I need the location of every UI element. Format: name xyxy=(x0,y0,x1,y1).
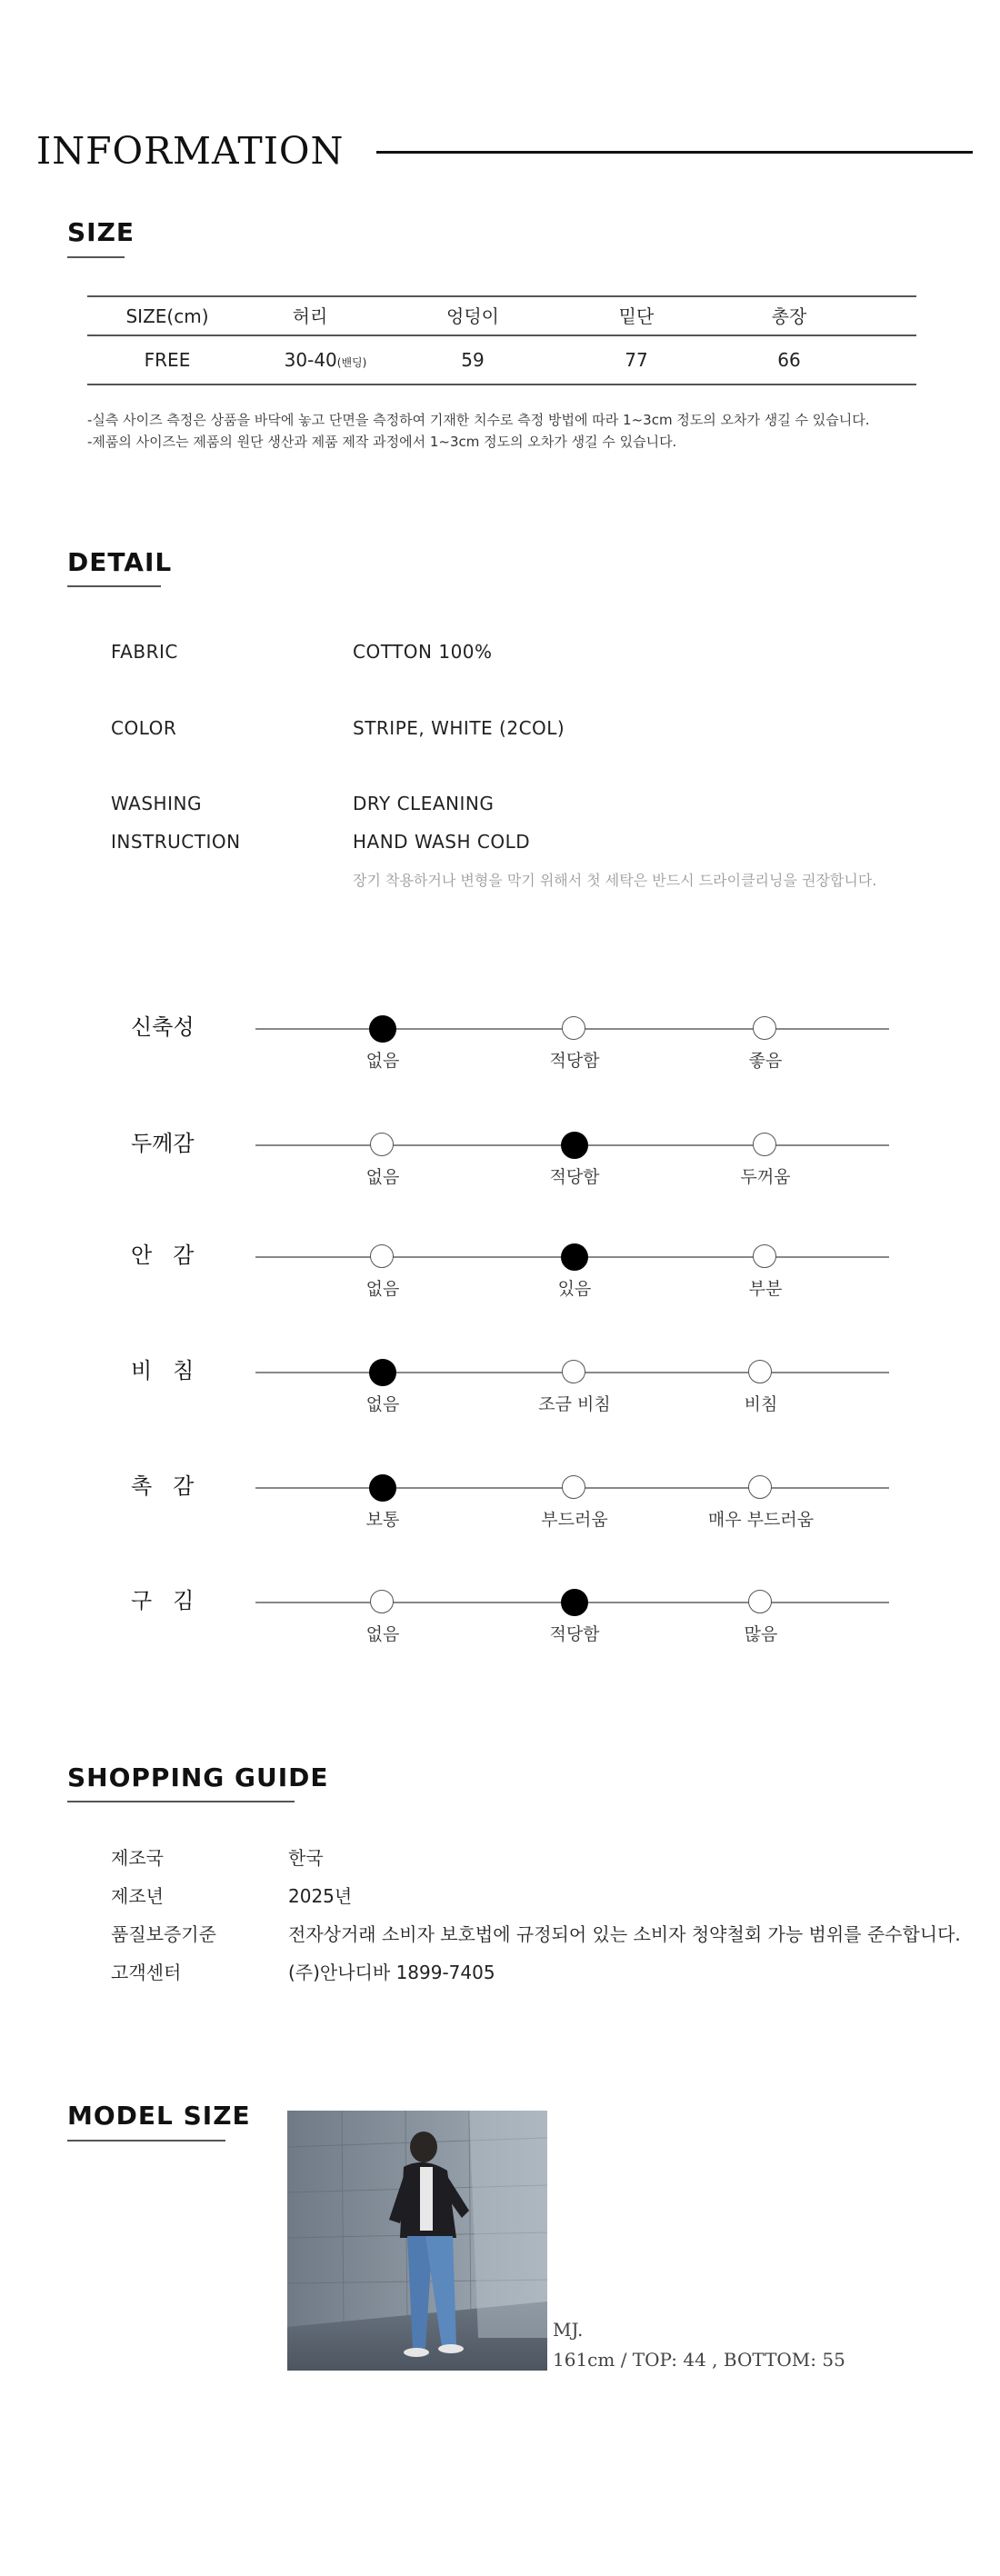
scale-option-dot xyxy=(370,1590,394,1613)
scale-row xyxy=(0,1013,1000,1104)
table-header-size: SIZE(cm) xyxy=(125,305,209,327)
detail-section-underline xyxy=(67,585,161,587)
table-cell-waist-note: (밴딩) xyxy=(336,356,367,369)
scale-option-selected-dot xyxy=(369,1015,396,1043)
scale-label: 신축성 xyxy=(131,1014,195,1040)
scale-option-dot xyxy=(753,1016,776,1040)
scale-option-selected-dot xyxy=(561,1132,588,1159)
scale-option-dot xyxy=(748,1360,772,1383)
shopping-guide-underline xyxy=(67,1801,295,1802)
scale-label: 구 김 xyxy=(131,1588,195,1613)
scale-option-label: 있음 xyxy=(557,1279,592,1299)
color-label: COLOR xyxy=(111,717,177,739)
scale-option-label: 매우 부드러움 xyxy=(707,1510,815,1530)
shopping-guide-title: SHOPPING GUIDE xyxy=(67,1762,329,1792)
guide-label-country: 제조국 xyxy=(111,1847,164,1869)
scale-option-label: 좋음 xyxy=(748,1051,783,1071)
detail-section-title: DETAIL xyxy=(67,547,173,577)
guide-label-warranty: 품질보증기준 xyxy=(111,1923,216,1945)
scale-option-label: 없음 xyxy=(365,1051,400,1071)
scale-option-label: 없음 xyxy=(365,1279,400,1299)
fabric-label: FABRIC xyxy=(111,641,178,663)
scale-row xyxy=(0,1242,1000,1333)
scale-option-label: 비침 xyxy=(744,1394,778,1414)
guide-label-year: 제조년 xyxy=(111,1885,164,1907)
scale-option-label: 보통 xyxy=(365,1510,400,1530)
table-cell-waist-value: 30-40 xyxy=(284,349,337,371)
scale-row xyxy=(0,1130,1000,1221)
title-rule xyxy=(376,151,973,154)
scale-option-selected-dot xyxy=(561,1243,588,1271)
guide-value-service: (주)안나디바 1899-7405 xyxy=(288,1962,495,1983)
guide-value-year: 2025년 xyxy=(288,1885,353,1907)
scale-option-label: 적당함 xyxy=(549,1167,600,1187)
table-cell-hip: 59 xyxy=(461,349,485,371)
scale-option-dot xyxy=(562,1360,585,1383)
model-photo xyxy=(287,2111,547,2371)
scale-row xyxy=(0,1357,1000,1448)
scale-option-label: 없음 xyxy=(365,1167,400,1187)
model-size-title: MODEL SIZE xyxy=(67,2101,251,2131)
scale-option-dot xyxy=(753,1133,776,1156)
size-note: -실측 사이즈 측정은 상품을 바닥에 놓고 단면을 측정하여 기재한 치수로 측정 방법에 따라 1~3cm 정도의 오차가 생길 수 있습니다. xyxy=(87,412,870,428)
instruction-value: HAND WASH COLD xyxy=(353,831,531,853)
scale-option-label: 적당함 xyxy=(549,1051,600,1071)
washing-value: DRY CLEANING xyxy=(353,793,495,814)
scale-label: 안 감 xyxy=(131,1243,195,1268)
table-cell-hem: 77 xyxy=(625,349,648,371)
scale-row xyxy=(0,1473,1000,1563)
model-size-underline xyxy=(67,2140,225,2142)
scale-option-label: 조금 비침 xyxy=(538,1394,611,1414)
scale-option-label: 없음 xyxy=(365,1394,400,1414)
table-rule-mid xyxy=(87,334,916,336)
model-specs: 161cm / TOP: 44 , BOTTOM: 55 xyxy=(553,2349,845,2371)
table-header-length: 총장 xyxy=(771,305,807,327)
scale-option-dot xyxy=(753,1244,776,1268)
table-cell-length: 66 xyxy=(777,349,801,371)
scale-option-label: 많음 xyxy=(744,1624,778,1644)
table-cell-waist xyxy=(253,348,398,374)
scale-option-label: 부드러움 xyxy=(541,1510,608,1530)
scale-option-label: 없음 xyxy=(365,1624,400,1644)
table-header-hip: 엉덩이 xyxy=(446,305,499,327)
scale-option-label: 두꺼움 xyxy=(740,1167,791,1187)
guide-value-warranty: 전자상거래 소비자 보호법에 규정되어 있는 소비자 청약철회 가능 범위를 준수합니다. xyxy=(288,1923,961,1945)
scale-option-selected-dot xyxy=(561,1589,588,1616)
size-section-title: SIZE xyxy=(67,217,135,247)
scale-row xyxy=(0,1587,1000,1678)
guide-label-service: 고객센터 xyxy=(111,1962,182,1983)
table-rule-top xyxy=(87,295,916,297)
fabric-value: COTTON 100% xyxy=(353,641,493,663)
scale-option-label: 적당함 xyxy=(549,1624,600,1644)
scale-label: 비 침 xyxy=(131,1358,195,1383)
scale-option-label: 부분 xyxy=(748,1279,783,1299)
table-header-waist: 허리 xyxy=(292,305,328,327)
washing-note: 장기 착용하거나 변형을 막기 위해서 첫 세탁은 반드시 드라이클리닝을 권장합니다. xyxy=(353,872,877,889)
page-title: INFORMATION xyxy=(36,129,345,173)
instruction-label: INSTRUCTION xyxy=(111,831,241,853)
scale-label: 두께감 xyxy=(131,1131,195,1156)
table-rule-bottom xyxy=(87,384,916,385)
table-header-hem: 밑단 xyxy=(618,305,655,327)
color-value: STRIPE, WHITE (2COL) xyxy=(353,717,565,739)
scale-option-dot xyxy=(370,1133,394,1156)
size-section-underline xyxy=(67,256,125,258)
scale-option-dot xyxy=(562,1475,585,1499)
scale-option-selected-dot xyxy=(369,1474,396,1502)
model-name: MJ. xyxy=(553,2319,584,2341)
scale-option-dot xyxy=(748,1590,772,1613)
scale-option-dot xyxy=(748,1475,772,1499)
scale-option-dot xyxy=(562,1016,585,1040)
guide-value-country: 한국 xyxy=(288,1847,324,1869)
scale-option-selected-dot xyxy=(369,1359,396,1386)
table-cell-size: FREE xyxy=(144,349,191,371)
size-note: -제품의 사이즈는 제품의 원단 생산과 제품 제작 과정에서 1~3cm 정도의 오차가 생길 수 있습니다. xyxy=(87,434,677,450)
washing-label: WASHING xyxy=(111,793,202,814)
scale-label: 촉 감 xyxy=(131,1473,195,1499)
scale-option-dot xyxy=(370,1244,394,1268)
